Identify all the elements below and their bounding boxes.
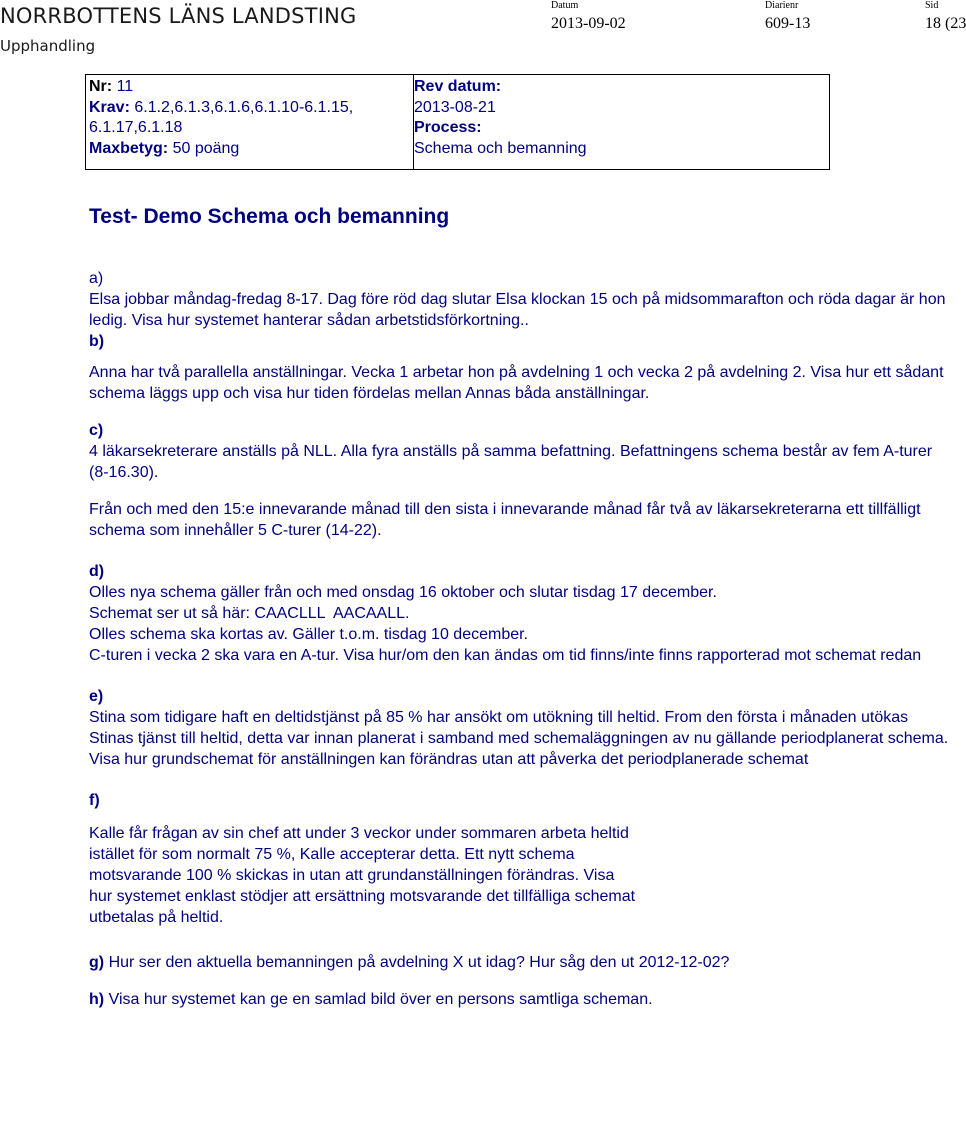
section-e-text2: Visa hur grundschemat för anställningen kan förändras utan att påverka det periodplanerade schemat: [89, 751, 809, 768]
requirement-info-box: [85, 74, 830, 170]
section-d-line3: Olles schema ska kortas av. Gäller t.o.m. tisdag 10 december.: [89, 626, 528, 643]
nr-label: Nr:: [89, 78, 113, 95]
section-f-line1: Kalle får frågan av sin chef att under 3 veckor under sommaren arbeta heltid: [89, 825, 629, 842]
section-a-label: a): [89, 270, 104, 287]
krav-value-line1: 6.1.2,6.1.3,6.1.6,6.1.10-6.1.15,: [134, 98, 354, 116]
section-h-text: Visa hur systemet kan ge en samlad bild över en persons samtliga scheman.: [108, 991, 653, 1008]
page-label: Sid: [925, 0, 939, 11]
section-c-label: c): [89, 422, 104, 439]
section-d-line2: Schemat ser ut så här: CAACLLL AACAALL.: [89, 605, 410, 622]
test-sections: [89, 268, 949, 1010]
section-e-text1: Stina som tidigare haft en deltidstjänst på 85 % har ansökt om utökning till heltid. From den första i månaden utökas Stinas tjänst till heltid, detta var innan planerat i samband med schemaläggningen av nu gällande periodplanerat schema.: [89, 709, 949, 747]
krav-value-line2: 6.1.17,6.1.18: [89, 119, 183, 136]
section-c-text1: 4 läkarsekreterare anställs på NLL. Alla fyra anställs på samma befattning. Befattningens schema består av fem A-turer (8-16.30).: [89, 443, 933, 481]
section-d-line4: C-turen i vecka 2 ska vara en A-tur. Visa hur/om den kan ändas om tid finns/inte finns rapporterad mot schemat redan: [89, 647, 922, 664]
process-value: Schema och bemanning: [414, 139, 587, 157]
date-label: Datum: [551, 0, 579, 11]
section-a-text: Elsa jobbar måndag-fredag 8-17. Dag före röd dag slutar Elsa klockan 15 och på midsommarafton och röda dagar är hon ledig. Visa hur systemet hanterar sådan arbetstidsförkortning..: [89, 291, 946, 329]
section-f-line2: istället för som normalt 75 %, Kalle accepterar detta. Ett nytt schema: [89, 846, 575, 863]
section-g-label: g): [89, 954, 105, 971]
section-f-line5: utbetalas på heltid.: [89, 909, 224, 926]
registration-label: Diarienr: [765, 0, 799, 11]
organization-name: NORRBOTTENS LÄNS LANDSTING: [0, 4, 357, 28]
section-d-label: d): [89, 563, 105, 580]
section-d-line1: Olles nya schema gäller från och med onsdag 16 oktober och slutar tisdag 17 december.: [89, 584, 717, 601]
section-h-label: h): [89, 991, 105, 1008]
registration-number: 609-13: [765, 15, 811, 32]
revdatum-label: Rev datum:: [414, 78, 502, 95]
section-e-label: e): [89, 688, 104, 705]
section-f-line4: hur systemet enklast stödjer att ersättning motsvarande det tillfälliga schemat: [89, 888, 636, 905]
maxbetyg-label: Maxbetyg:: [89, 139, 169, 157]
section-b-label: b): [89, 333, 105, 350]
date-value: 2013-09-02: [551, 15, 626, 32]
maxbetyg-value: 50 poäng: [172, 139, 240, 157]
process-label: Process:: [414, 119, 482, 136]
info-left-column: [89, 77, 409, 159]
page-number: 18 (23: [925, 15, 966, 32]
section-c-text2: Från och med den 15:e innevarande månad till den sista i innevarande månad får två av läkarsekreterarna ett tillfälligt schema som innehåller 5 C-turer (14-22).: [89, 501, 921, 539]
krav-label: Krav:: [89, 98, 130, 116]
section-g-text: Hur ser den aktuella bemanningen på avdelning X ut idag? Hur såg den ut 2012-12-02?: [108, 954, 730, 971]
section-b-text: Anna har två parallella anställningar. Vecka 1 arbetar hon på avdelning 1 och vecka 2 på avdelning 2. Visa hur ett sådant schema läggs upp och visa hur tiden fördelas mellan Annas båda anställningar.: [89, 364, 944, 402]
department-name: Upphandling: [0, 37, 96, 55]
page-title: Test- Demo Schema och bemanning: [89, 205, 450, 228]
revdatum-value: 2013-08-21: [414, 98, 496, 116]
info-right-column: [414, 77, 814, 159]
section-f-label: f): [89, 792, 100, 809]
nr-value: 11: [116, 78, 134, 95]
section-f-line3: motsvarande 100 % skickas in utan att grundanställningen förändras. Visa: [89, 867, 615, 884]
